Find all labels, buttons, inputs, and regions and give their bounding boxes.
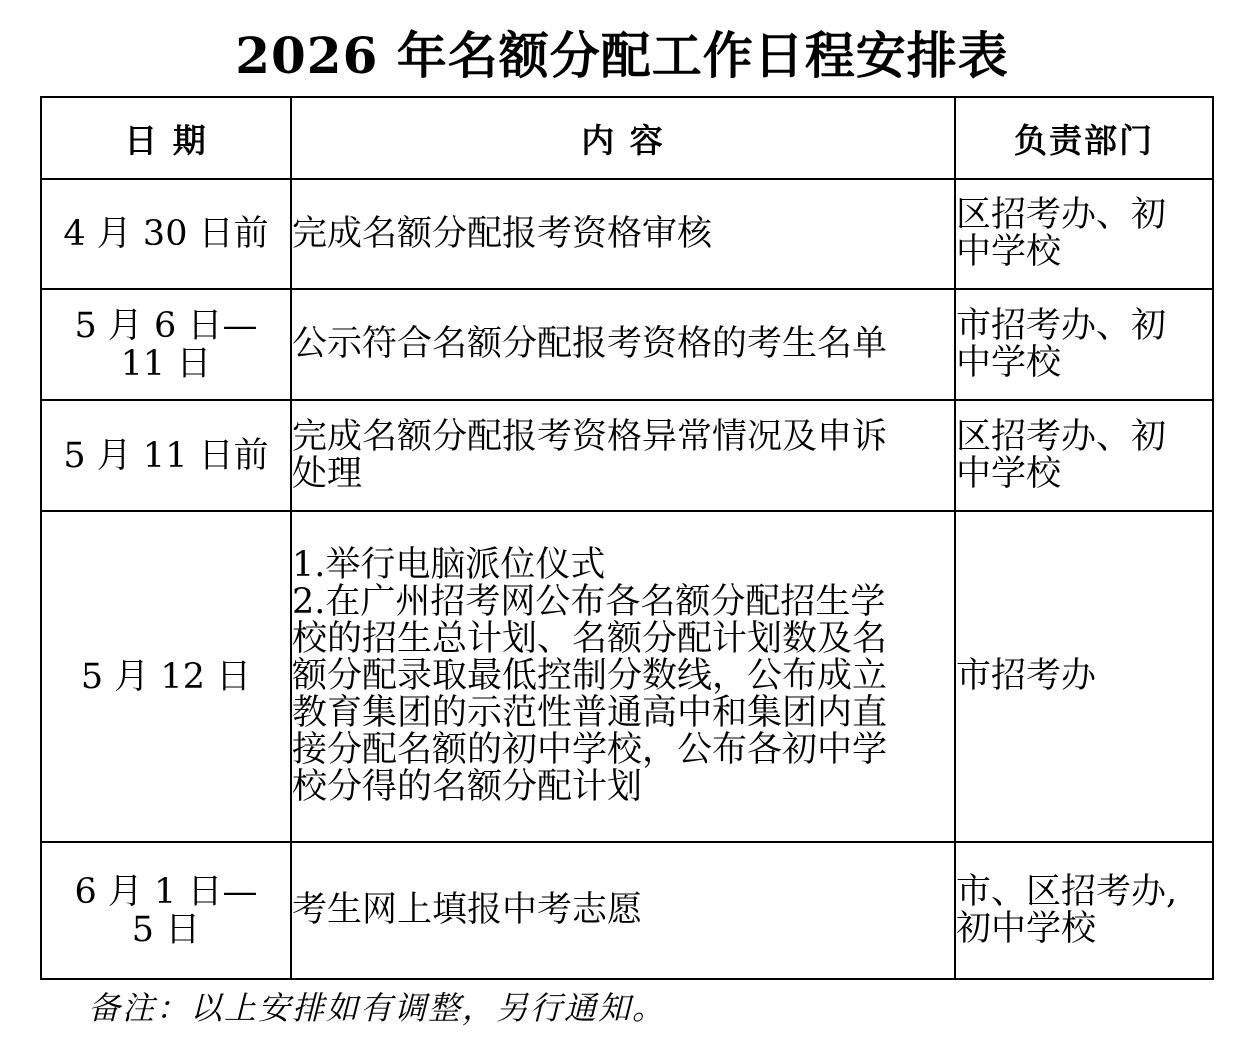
date-cell [41,400,291,511]
department-cell [955,179,1213,289]
header-content: 内 容 [291,97,955,179]
department-line: 市招考办 [956,656,1097,696]
department-line: 初中学校 [956,908,1097,949]
content-line: 完成名额分配报考资格审核 [292,213,713,254]
content-cell [291,511,955,842]
content-line: 考生网上填报中考志愿 [292,890,643,930]
content-line: 接分配名额的初中学校，公布各初中学 [292,730,888,770]
table-row [41,179,1213,289]
department-cell [955,842,1213,979]
content-line: 完成名额分配报考资格异常情况及申诉 [292,416,888,457]
content-line: 2.在广州招考网公布各名额分配招生学 [292,582,886,622]
department-line: 区招考办、初 [956,416,1167,457]
table-row [41,289,1213,400]
content-line: 额分配录取最低控制分数线，公布成立 [292,656,888,696]
date-line: 5 月 6 日— [74,305,258,346]
date-line: 5 月 11 日前 [63,435,269,476]
content-cell [291,842,955,979]
department-cell [955,400,1213,511]
page-title: 2026 年名额分配工作日程安排表 [235,26,1009,85]
schedule-table [40,96,1214,980]
header-date: 日 期 [41,97,291,179]
content-line: 校分得的名额分配计划 [292,767,643,807]
department-line: 市招考办、初 [956,305,1167,346]
table-row [41,842,1213,979]
department-line: 市、区招考办, [956,871,1178,912]
header-department: 负责部门 [955,97,1213,179]
content-line: 教育集团的示范性普通高中和集团内直 [292,693,888,733]
footnote: 备注：以上安排如有调整，另行通知。 [88,989,667,1027]
content-cell [291,179,955,289]
content-cell [291,289,955,400]
date-cell [41,179,291,289]
content-line: 校的招生总计划、名额分配计划数及名 [292,619,888,659]
date-line: 5 月 12 日 [80,656,252,697]
table-row [41,511,1213,842]
date-cell [41,511,291,842]
content-line: 处理 [292,453,363,494]
department-cell [955,511,1213,842]
table-header-row [41,97,1213,179]
date-cell [41,289,291,400]
date-line: 5 日 [131,909,201,950]
content-cell [291,400,955,511]
date-line: 6 月 1 日— [74,871,258,912]
content-line: 1.举行电脑派位仪式 [292,545,606,585]
date-line: 4 月 30 日前 [63,214,269,254]
department-line: 中学校 [956,453,1062,494]
date-cell [41,842,291,979]
department-line: 中学校 [956,342,1062,383]
table-row [41,400,1213,511]
department-cell [955,289,1213,400]
department-line: 区招考办、初 [956,195,1167,235]
department-line: 中学校 [956,232,1062,272]
date-line: 11 日 [120,343,212,384]
content-line: 公示符合名额分配报考资格的考生名单 [292,324,888,364]
